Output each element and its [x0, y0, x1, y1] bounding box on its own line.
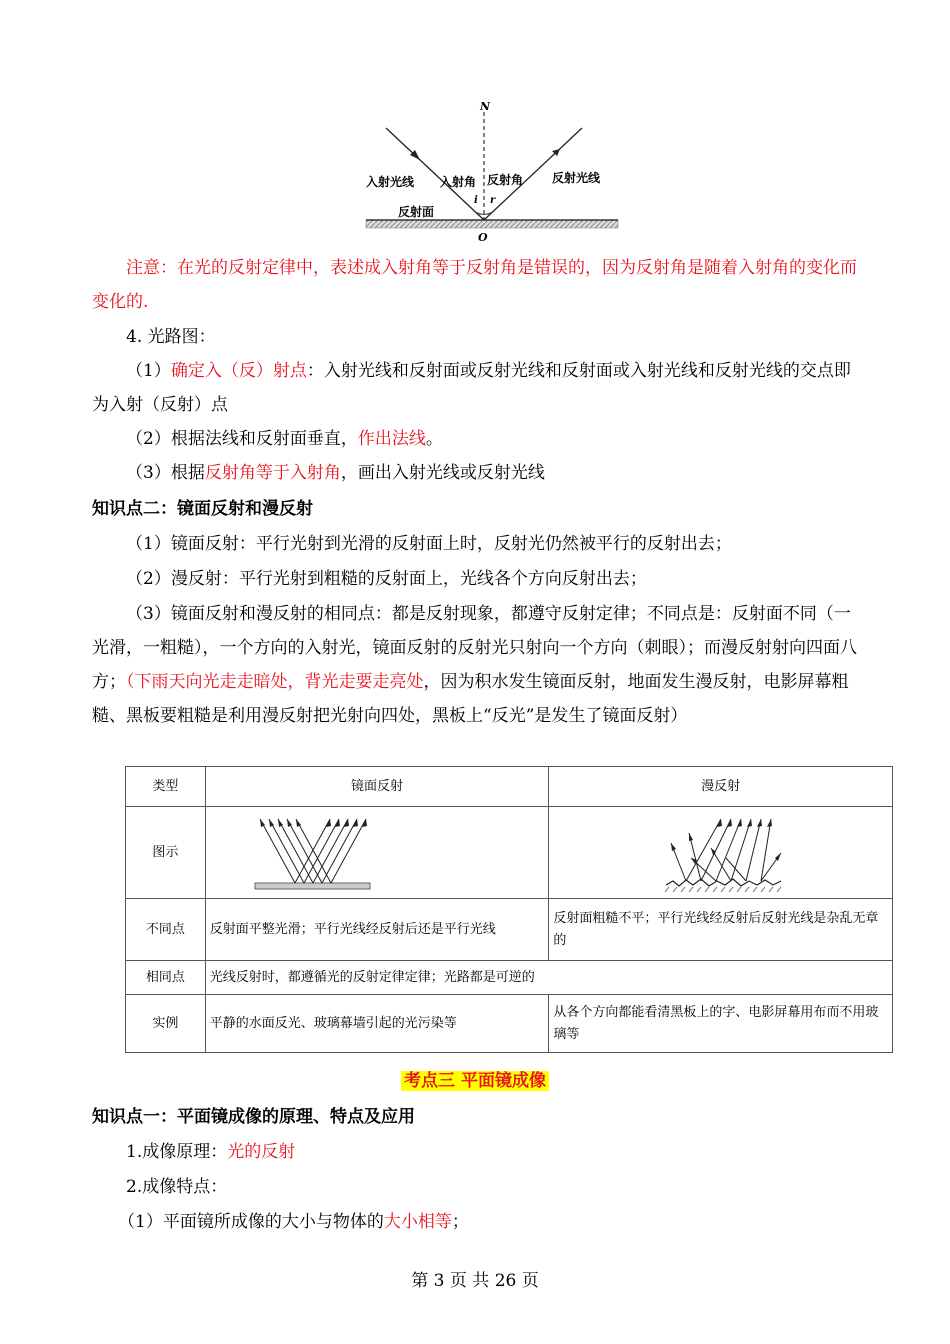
r-label: r	[490, 195, 496, 206]
kp2-item3-red: （下雨天向光走走暗处，背光走要走亮处	[126, 672, 424, 692]
principle-prefix: 1.成像原理：	[126, 1142, 228, 1162]
feature1-suffix: ；	[451, 1212, 469, 1232]
table-row	[126, 899, 893, 961]
specular-figure-cell	[205, 807, 549, 899]
note-paragraph: 注意：在光的反射定律中，表述成入射角等于反射角是错误的，因为反射角是随着入射角的变化而变化的.	[92, 258, 857, 312]
table-row	[126, 995, 893, 1053]
diffuse-reflection-figure	[661, 813, 801, 893]
section-title-text: 考点三 平面镜成像	[401, 1071, 549, 1091]
origin-label: O	[478, 231, 488, 244]
reflecting-surface	[366, 220, 618, 228]
step3-suffix: ，画出入射光线或反射光线	[340, 463, 545, 483]
normal-label: N	[480, 100, 491, 113]
incident-ray-label: 入射光线	[366, 175, 415, 189]
table-row	[126, 807, 893, 899]
header-diffuse: 漫反射	[549, 767, 893, 807]
example-label: 实例	[126, 995, 206, 1053]
reflection-angle-label: 反射角	[487, 173, 524, 187]
step2-suffix: 。	[425, 429, 443, 449]
step2-red: 作出法线	[357, 429, 426, 449]
kp2-item3-a: （3）镜面反射和漫反射的相同点：都是反射现象，都遵守反射定律；不同点是：反射面不同（一光滑，一粗糙），一个方向的入射光，镜面反射的反射光只射向一个方向（刺眼）；而漫反射射向四面八方；	[92, 604, 857, 692]
diff-diffuse: 反射面粗糙不平；平行光线经反射后反射光线是杂乱无章的	[549, 899, 893, 961]
diff-specular: 反射面平整光滑；平行光线经反射后还是平行光线	[205, 899, 549, 961]
diff-label: 不同点	[126, 899, 206, 961]
reflection-law-diagram	[360, 98, 625, 246]
step3-prefix: （3）根据	[126, 463, 205, 483]
feature1-red: 大小相等	[383, 1212, 452, 1232]
diffuse-figure-cell	[549, 807, 893, 899]
principle-paragraph	[92, 1135, 862, 1169]
step2-prefix: （2）根据法线和反射面垂直，	[126, 429, 358, 449]
header-type: 类型	[126, 767, 206, 807]
step1-paragraph	[92, 354, 862, 422]
kp1-title: 知识点一：平面镜成像的原理、特点及应用	[92, 1107, 415, 1127]
table-row	[126, 767, 893, 807]
same-label: 相同点	[126, 961, 206, 995]
figure-row-label: 图示	[126, 807, 206, 899]
example-diffuse: 从各个方向都能看清黑板上的字、电影屏幕用布而不用玻璃等	[549, 995, 893, 1053]
step1-prefix: （1）	[126, 361, 171, 381]
section-title	[0, 1066, 950, 1091]
kp2-item1: （1）镜面反射：平行光射到光滑的反射面上时，反射光仍然被平行的反射出去；	[126, 534, 732, 554]
kp2-item3-b: ，因为积水发生镜面反射，地面发生漫反射，电影屏幕粗糙、黑板要粗糙是利用漫反射把光射向四处，黑板上“反光”是发生了镜面反射）	[92, 672, 849, 726]
features-heading: 2.成像特点：	[126, 1177, 228, 1197]
step3-red: 反射角等于入射角	[204, 463, 341, 483]
step1-rest: ：入射光线和反射面或反射光线和反射面或入射光线和反射光线的交点即为入射（反射）点	[92, 361, 851, 415]
step2-paragraph	[92, 422, 862, 456]
kp2-title: 知识点二：镜面反射和漫反射	[92, 499, 313, 519]
kp2-item3	[92, 597, 862, 733]
reflected-ray-label: 反射光线	[552, 171, 601, 185]
feature1-paragraph	[92, 1205, 862, 1239]
same-text: 光线反射时，都遵循光的反射定律定律；光路都是可逆的	[205, 961, 892, 995]
page-footer: 第 3 页 共 26 页	[411, 1271, 539, 1291]
table-row	[126, 961, 893, 995]
header-specular: 镜面反射	[205, 767, 549, 807]
feature1-prefix: （1）平面镜所成像的大小与物体的	[118, 1212, 384, 1232]
specular-reflection-figure	[250, 813, 420, 893]
i-label: i	[474, 195, 478, 206]
comparison-table	[125, 766, 893, 1053]
surface-label: 反射面	[398, 205, 435, 219]
kp2-item2: （2）漫反射：平行光射到粗糙的反射面上，光线各个方向反射出去；	[126, 569, 647, 589]
incident-angle-label: 入射角	[440, 175, 477, 189]
principle-red: 光的反射	[227, 1142, 296, 1162]
example-specular: 平静的水面反光、玻璃幕墙引起的光污染等	[205, 995, 549, 1053]
step3-paragraph	[92, 456, 862, 490]
step1-red: 确定入（反）射点	[170, 361, 307, 381]
item4-heading: 4. 光路图：	[126, 327, 216, 347]
